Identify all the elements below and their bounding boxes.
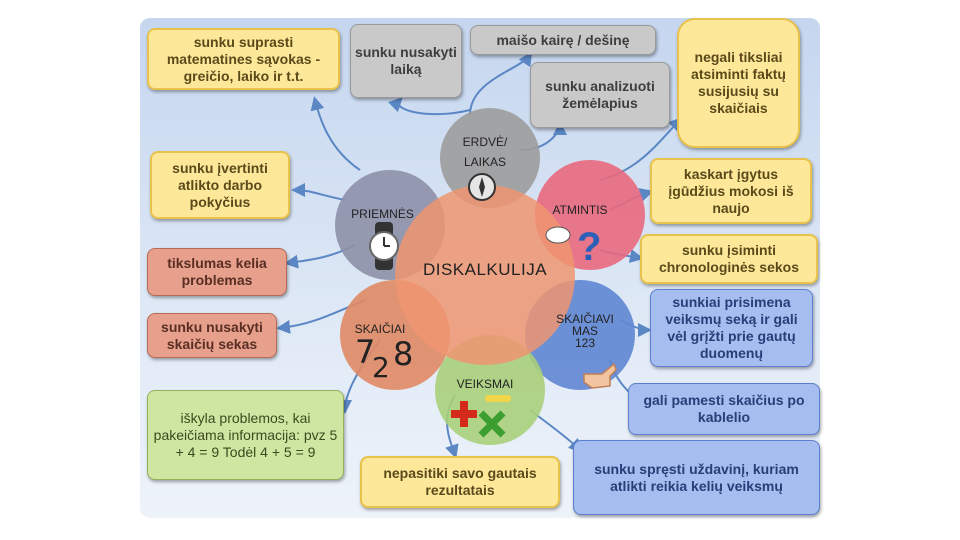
watch-icon — [366, 222, 402, 270]
digit-two: 2 — [372, 351, 390, 384]
label-skaiciai: SKAIČIAI — [354, 322, 406, 336]
label-atmintis: ATMINTIS — [552, 203, 608, 217]
arrow-laika — [398, 100, 470, 114]
box-ivertinti: sunku įvertinti atlikto darbo pokyčius — [150, 151, 290, 219]
label-priemones: PRIEMNĖS — [351, 207, 414, 221]
label-skaiciavimas: SKAIČIAVI MAS 123 — [556, 312, 614, 350]
box-uzdavini: sunku spręsti uždavinį, kuriam atlikti reikia kelių veiksmų — [573, 440, 820, 515]
center-label: DISKALKULIJA — [422, 260, 548, 279]
box-rezultatais: nepasitiki savo gautais rezultatais — [360, 456, 560, 508]
arrow-maiso — [470, 55, 530, 115]
box-kaskart: kaskart įgytus įgūdžius mokosi iš naujo — [650, 158, 812, 224]
digit-seven: 7 — [355, 333, 376, 371]
box-suprasti: sunku suprasti matematines sąvokas - greičio, laiko ir t.t. — [147, 28, 340, 90]
label-veiksmai: VEIKSMAI — [456, 377, 514, 391]
box-faktu: negali tiksliai atsiminti faktų susijusių su skaičiais — [677, 18, 800, 148]
box-chronologines: sunku įsiminti chronologinės sekos — [640, 234, 818, 284]
pointing-hand-icon — [580, 352, 620, 392]
box-laika: sunku nusakyti laiką — [350, 24, 462, 98]
box-informacija: iškyla problemos, kai pakeičiama informacija: pvz 5 + 4 = 9 Todėl 4 + 5 = 9 — [147, 390, 344, 480]
digits-icon — [355, 333, 415, 383]
svg-text:?: ? — [577, 225, 602, 267]
box-maiso: maišo kairę / dešinę — [470, 25, 656, 55]
arrow-ivertinti — [295, 190, 345, 200]
box-kablelio: gali pamesti skaičius po kablelio — [628, 383, 820, 435]
box-zemelapius: sunku analizuoti žemėlapius — [530, 62, 670, 128]
question-mark-icon — [545, 222, 605, 267]
box-seka: sunkiai prisimena veiksmų seką ir gali vėl grįžti prie gautų duomenų — [650, 289, 813, 367]
arrow-suprasti — [315, 100, 360, 170]
digit-eight: 8 — [393, 335, 414, 373]
box-sekos: sunku nusakyti skaičių sekas — [147, 313, 277, 358]
label-erdve: ERDVĖ/ LAIKAS — [462, 135, 508, 169]
compass-icon — [467, 172, 497, 202]
box-tikslumas: tikslumas kelia problemas — [147, 248, 287, 296]
math-signs-icon — [445, 393, 515, 438]
